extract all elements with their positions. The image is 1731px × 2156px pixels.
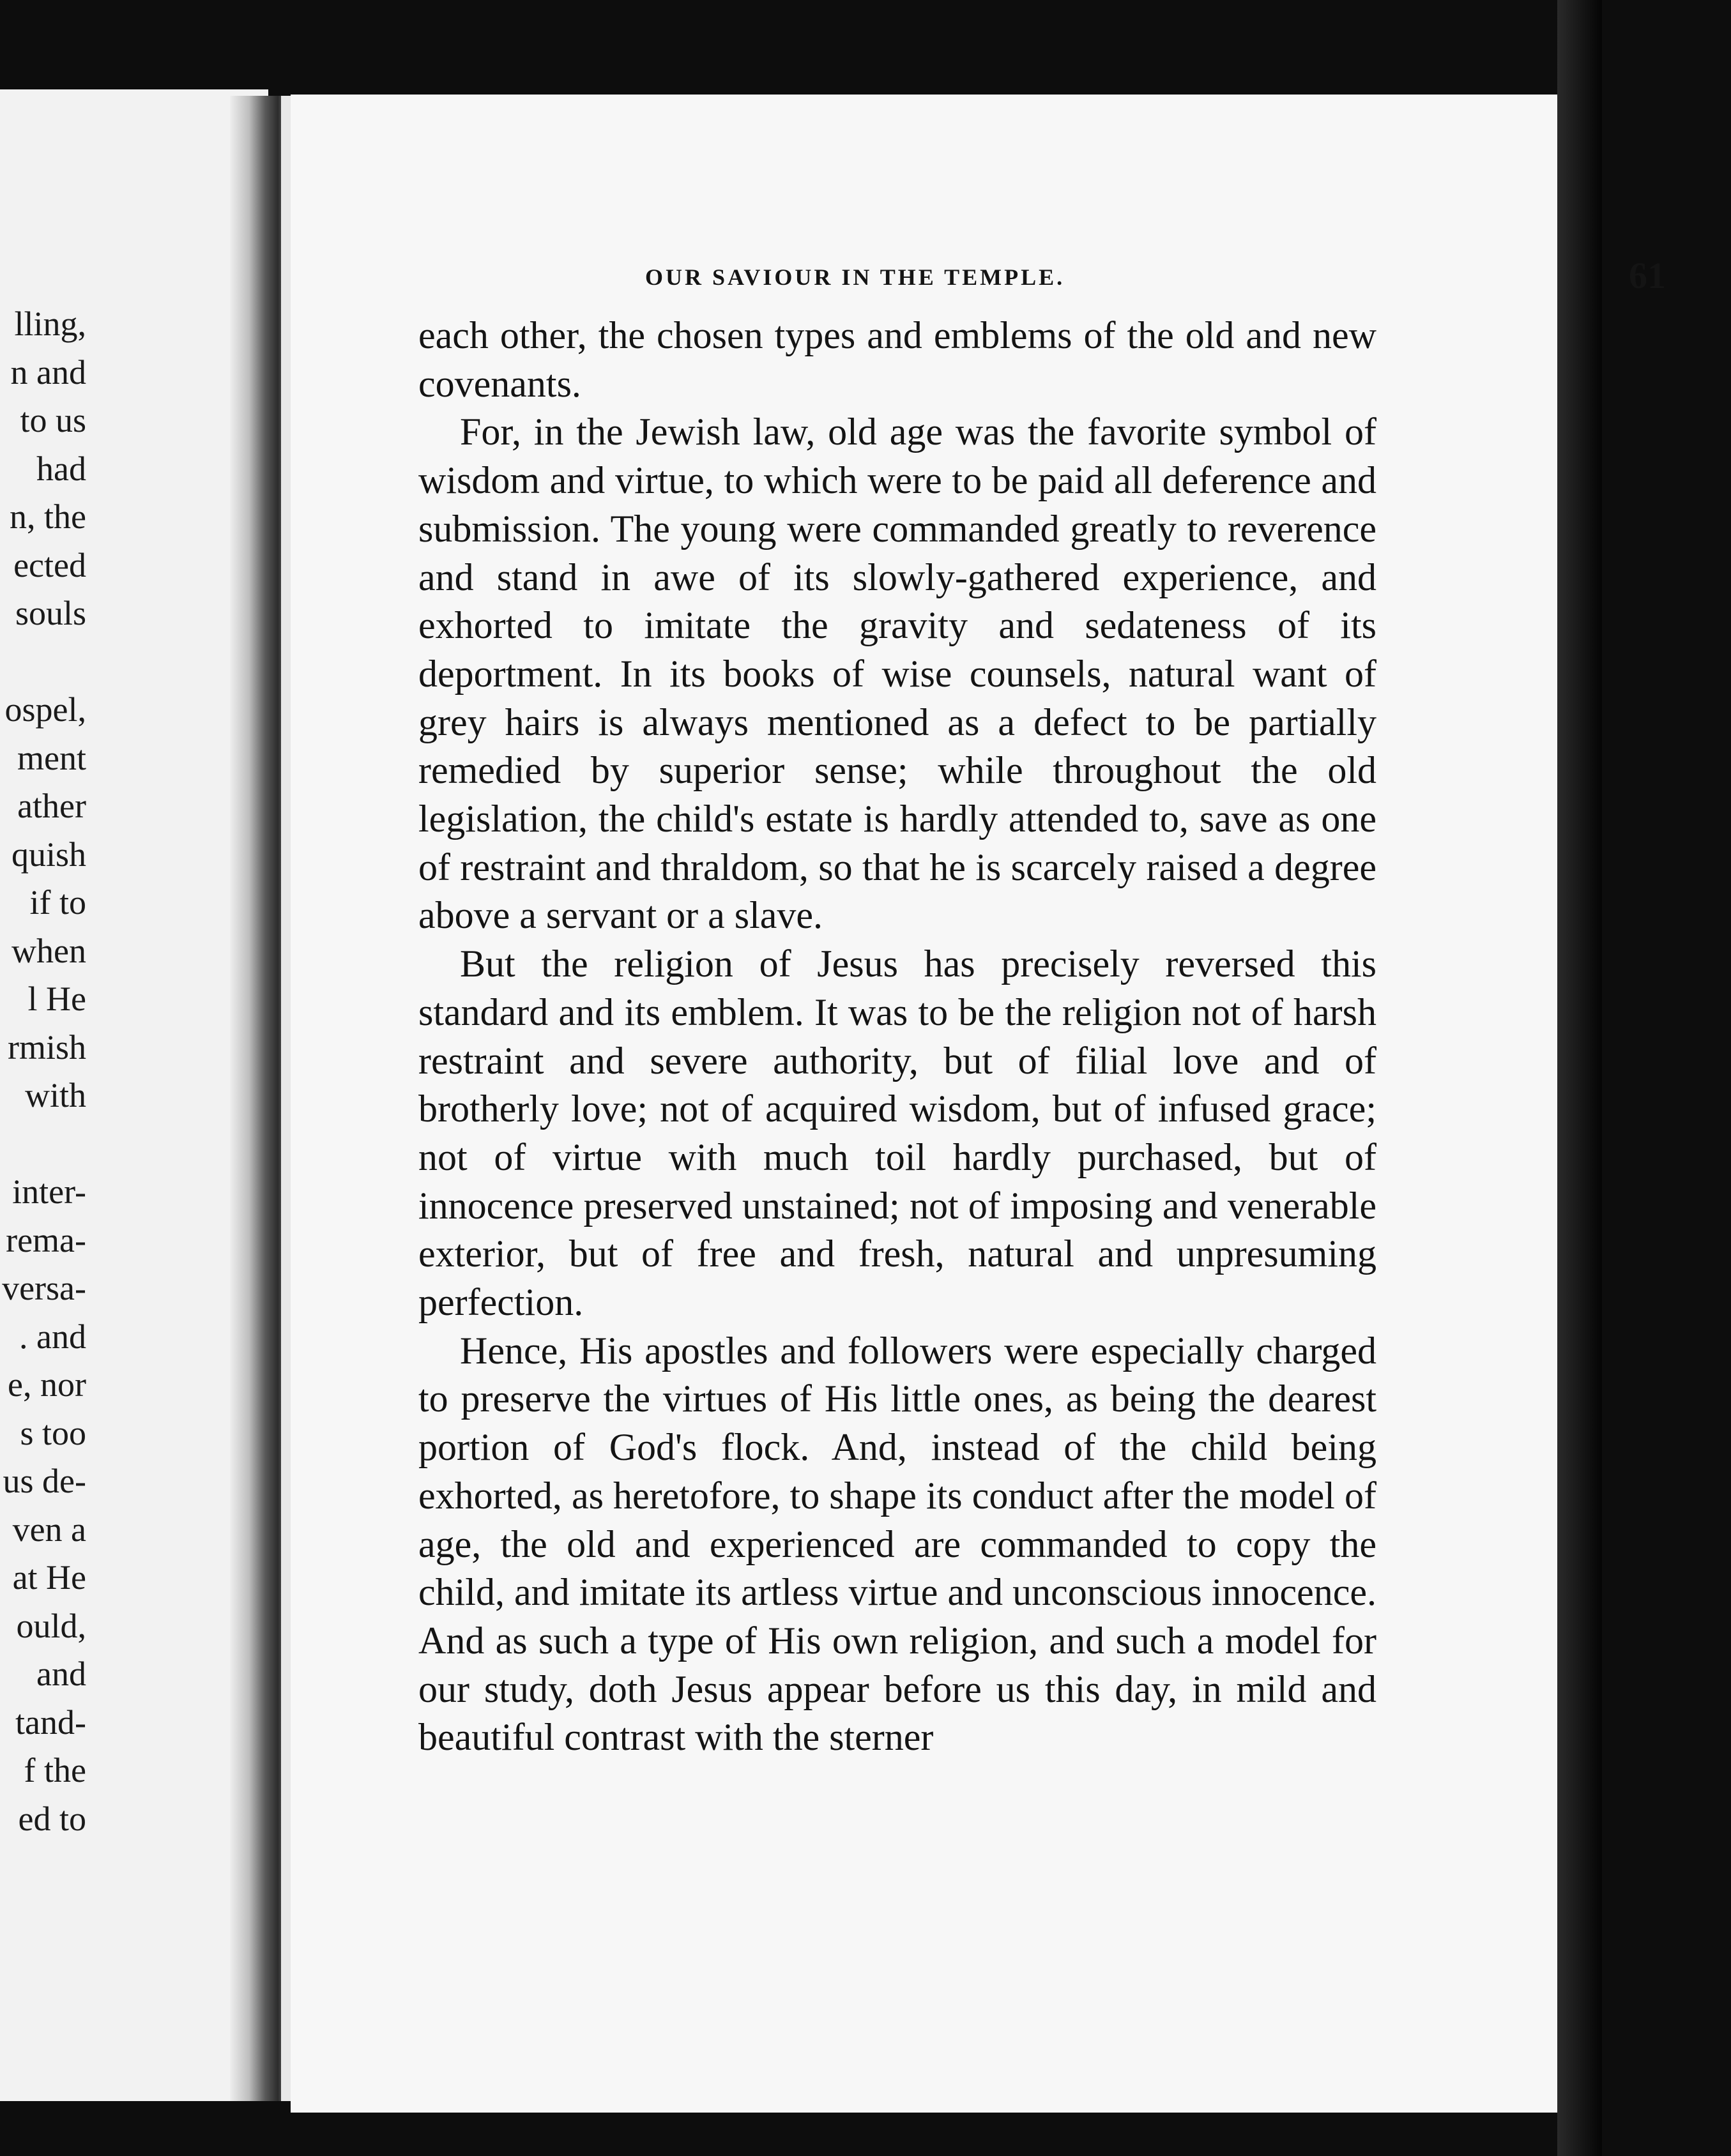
facing-page-line: when <box>11 931 86 970</box>
facing-page-line: if to <box>29 883 86 922</box>
facing-page-line: n, the <box>10 497 86 536</box>
facing-page-line: tand- <box>15 1703 86 1742</box>
facing-page-line: inter- <box>12 1173 86 1211</box>
facing-page-line: had <box>36 449 86 488</box>
facing-page-line: rmish <box>7 1028 86 1067</box>
facing-page-line: ed to <box>18 1799 86 1838</box>
facing-page-line: ather <box>17 787 86 825</box>
facing-page-line <box>0 638 86 687</box>
facing-page-line: ospel, <box>4 690 86 729</box>
facing-page-line: with <box>24 1076 86 1114</box>
paragraph: For, in the Jewish law, old age was the favorite symbol of wisdom and virtue, to which were to be paid all deference and submission. The young were commanded greatly to reverence and stand in awe of its slowly-gathered experience, and exhorted to imitate the gravity and sedateness of its deportment. In its books of wise counsels, natural want of grey hairs is always mentioned as a defect to be partially remedied by superior sense; while throughout the old legislation, the child's estate is hardly attended to, save as one of restraint and thraldom, so that he is scarcely raised a degree above a servant or a slave. <box>418 411 1376 937</box>
facing-page-line: souls <box>15 594 86 632</box>
paragraph: But the religion of Jesus has precisely reversed this standard and its emblem. It was to be the religion not of harsh restraint and severe authority, but of filial love and of brotherly love; not of acquired wisdom, but of infused grace; not of virtue with much toil hardly purchased, but of innocence preserved unstained; not of imposing and venerable exterior, but of free and fresh, natural and unpresuming perfection. <box>418 943 1376 1324</box>
scan-border <box>1557 0 1602 2156</box>
book-page <box>291 95 1666 2113</box>
facing-page-line: . and <box>19 1317 86 1356</box>
facing-page-line: lling, <box>14 305 86 343</box>
facing-page-line: quish <box>11 835 86 874</box>
facing-page-line <box>0 1120 86 1169</box>
facing-page-line: versa- <box>2 1269 86 1307</box>
facing-page-line: us de- <box>3 1462 86 1500</box>
facing-page-line: ment <box>17 738 86 777</box>
page-number: 61 <box>1629 255 1666 296</box>
facing-page-line: f the <box>24 1751 86 1789</box>
facing-page-line: s too <box>20 1413 86 1452</box>
facing-page-line: ould, <box>16 1606 86 1645</box>
facing-page-line: ven a <box>12 1510 86 1549</box>
facing-page <box>0 89 268 2101</box>
facing-page-text <box>0 300 86 1843</box>
facing-page-line: e, nor <box>8 1365 86 1404</box>
paragraph: Hence, His apostles and followers were especially charged to preserve the virtues of His little ones, as being the dearest portion of God's flock. And, instead of the child being exhorted, as heretofore, to shape its conduct after the model of age, the old and experienced are commanded to copy the child, and imitate its artless virtue and unconscious innocence. And as such a type of His own religion, and such a model for our study, doth Jesus appear before us this day, in mild and beautiful contrast with the sterner <box>418 1329 1376 1759</box>
paragraph: each other, the chosen types and emblems of the old and new covenants. <box>418 314 1376 405</box>
facing-page-line: at He <box>12 1558 86 1597</box>
facing-page-line: to us <box>20 401 86 439</box>
body-text <box>418 312 1376 1762</box>
facing-page-line: and <box>36 1655 86 1693</box>
facing-page-line: n and <box>10 353 86 391</box>
facing-page-line: rema- <box>6 1220 86 1259</box>
facing-page-line: ected <box>13 545 86 584</box>
running-head: OUR SAVIOUR IN THE TEMPLE. <box>645 264 1065 290</box>
facing-page-line: l He <box>27 980 86 1018</box>
